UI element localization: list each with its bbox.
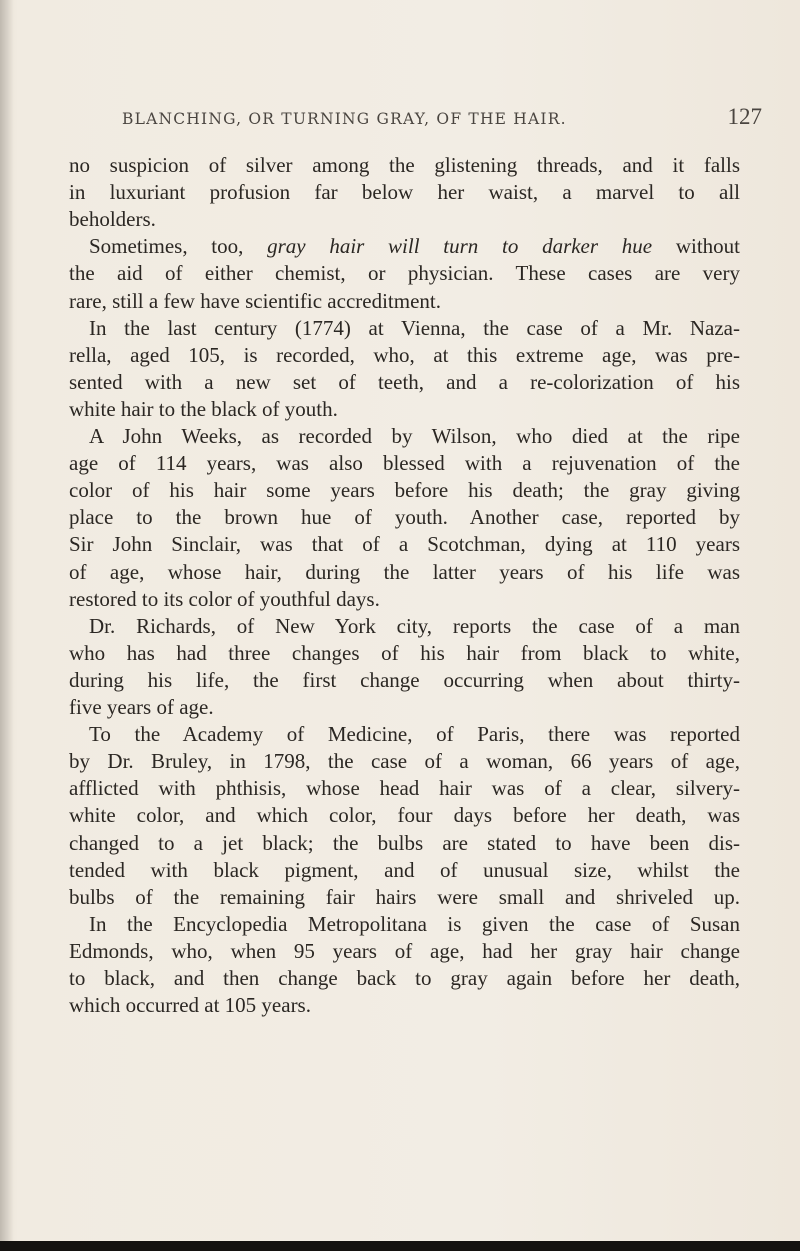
text-segment: without (652, 234, 740, 259)
text-line: who has had three changes of his hair from black to white, (69, 640, 740, 665)
text-line: tended with black pigment, and of unusual size, whilst the (69, 857, 740, 882)
text-line: A John Weeks, as recorded by Wilson, who died at the ripe (89, 424, 740, 448)
text-line: rare, still a few have scientific accreditment. (69, 288, 441, 313)
text-line: by Dr. Bruley, in 1798, the case of a woman, 66 years of age, (69, 749, 740, 774)
text-line: age of 114 years, was also blessed with a rejuvenation of the (69, 451, 740, 476)
text-line: sented with a new set of teeth, and a re-colorization of his (69, 369, 740, 394)
text-line: afflicted with phthisis, whose head hair was of a clear, silvery- (69, 776, 740, 801)
text-line: In the Encyclopedia Metropolitana is given the case of Susan (89, 911, 740, 936)
text-line: Dr. Richards, of New York city, reports the case of a man (89, 613, 740, 638)
text-line: white color, and which color, four days before her death, was (69, 803, 740, 828)
text-line: To the Academy of Medicine, of Paris, there was reported (89, 722, 740, 747)
text-line: In the last century (1774) at Vienna, the case of a Mr. Naza- (89, 315, 740, 340)
italic-phrase: gray hair will turn to darker hue (267, 234, 653, 259)
text-line: to black, and then change back to gray again before her death, (69, 966, 740, 990)
text-line: place to the brown hue of youth. Another case, reported by (69, 505, 740, 530)
text-line: beholders. (69, 207, 156, 232)
binding-shadow (0, 0, 14, 1251)
text-line: of age, whose hair, during the latter years of his life was (69, 559, 740, 584)
text-line: five years of age. (69, 695, 214, 719)
text-line: bulbs of the remaining fair hairs were small and shriveled up. (69, 884, 740, 909)
text-line: color of his hair some years before his death; the gray giving (69, 478, 740, 503)
text-line: during his life, the first change occurring when about thirty- (69, 667, 740, 692)
text-segment: Sometimes, too, (89, 234, 268, 259)
running-title: BLANCHING, OR TURNING GRAY, OF THE HAIR. (122, 110, 567, 128)
page-bottom-edge (0, 1241, 800, 1251)
text-line (69, 233, 740, 260)
text-line: restored to its color of youthful days. (69, 586, 380, 611)
running-head (122, 104, 762, 134)
text-line: changed to a jet black; the bulbs are stated to have been dis- (69, 830, 740, 855)
text-line: no suspicion of silver among the glistening threads, and it falls (69, 153, 740, 177)
text-line: Sir John Sinclair, was that of a Scotchman, dying at 110 years (69, 532, 740, 557)
text-line: Edmonds, who, when 95 years of age, had her gray hair change (69, 938, 740, 963)
page-number: 127 (727, 104, 762, 129)
text-line: in luxuriant profusion far below her waist, a marvel to all (69, 180, 740, 205)
text-line: rella, aged 105, is recorded, who, at this extreme age, was pre- (69, 342, 740, 367)
body-text (69, 152, 740, 1172)
text-line: which occurred at 105 years. (69, 993, 311, 1018)
text-line: the aid of either chemist, or physician. These cases are very (69, 261, 740, 286)
text-line: white hair to the black of youth. (69, 396, 338, 421)
